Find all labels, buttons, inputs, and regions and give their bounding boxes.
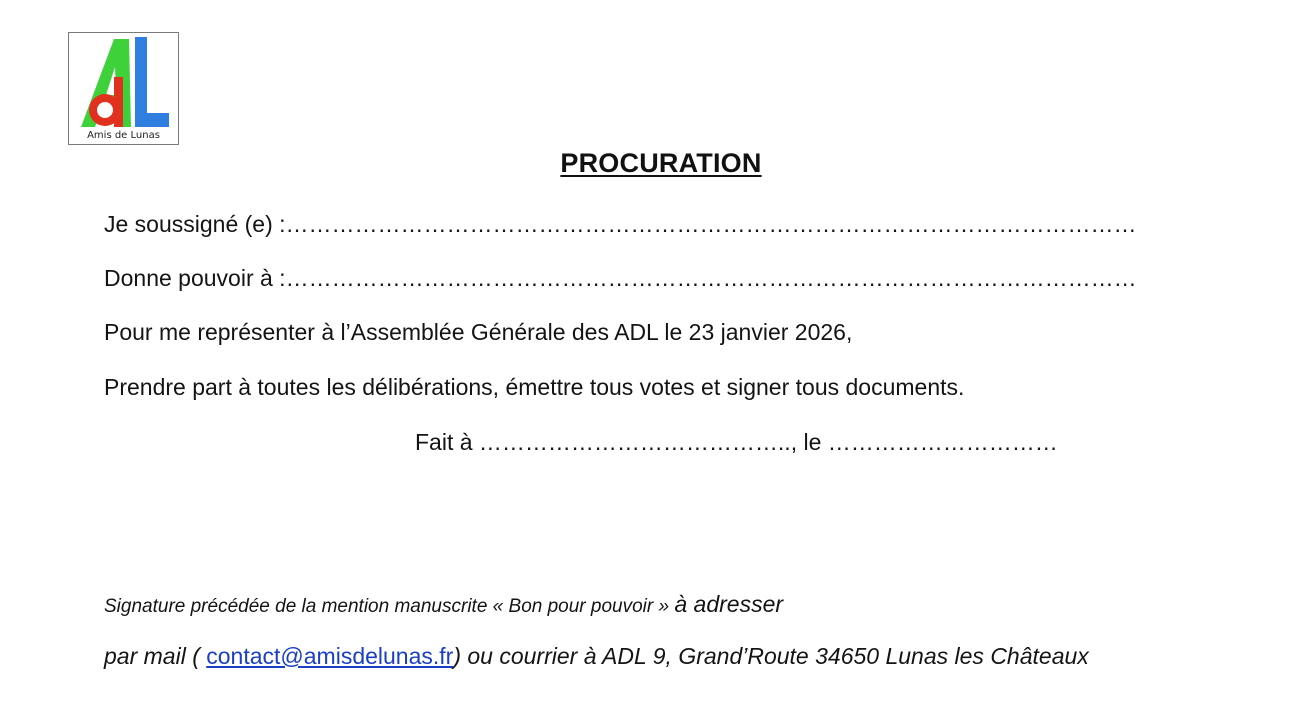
address-note <box>104 643 1089 670</box>
page-title: PROCURATION <box>560 148 762 178</box>
email-link[interactable]: contact@amisdelunas.fr <box>206 643 454 669</box>
signature-text: Signature précédée de la mention manuscrite « Bon pour pouvoir » <box>104 596 675 617</box>
deliberations-line: Prendre part à toutes les délibérations, émettre tous votes et signer tous documents. <box>104 374 965 400</box>
signature-note <box>104 591 783 618</box>
pouvoir-line: Donne pouvoir à :………………………………………………………………………………………………… <box>104 265 1137 291</box>
par-mail-text: par mail ( <box>104 643 207 669</box>
courrier-text: ) ou courrier à ADL 9, Grand’Route 34650 Lunas les Châteaux <box>453 643 1089 669</box>
logo-letter-l <box>135 37 169 127</box>
soussigne-line: Je soussigné (e) :………………………………………………………………………………………………… <box>104 211 1137 237</box>
adresser-text: à adresser <box>674 591 784 617</box>
fait-a-line: Fait à ………………………………….., le ………………………… <box>415 429 1058 455</box>
logo-caption: Amis de Lunas <box>87 130 160 141</box>
representer-line: Pour me représenter à l’Assemblée Générale des ADL le 23 janvier 2026, <box>104 319 853 345</box>
logo <box>68 32 179 145</box>
